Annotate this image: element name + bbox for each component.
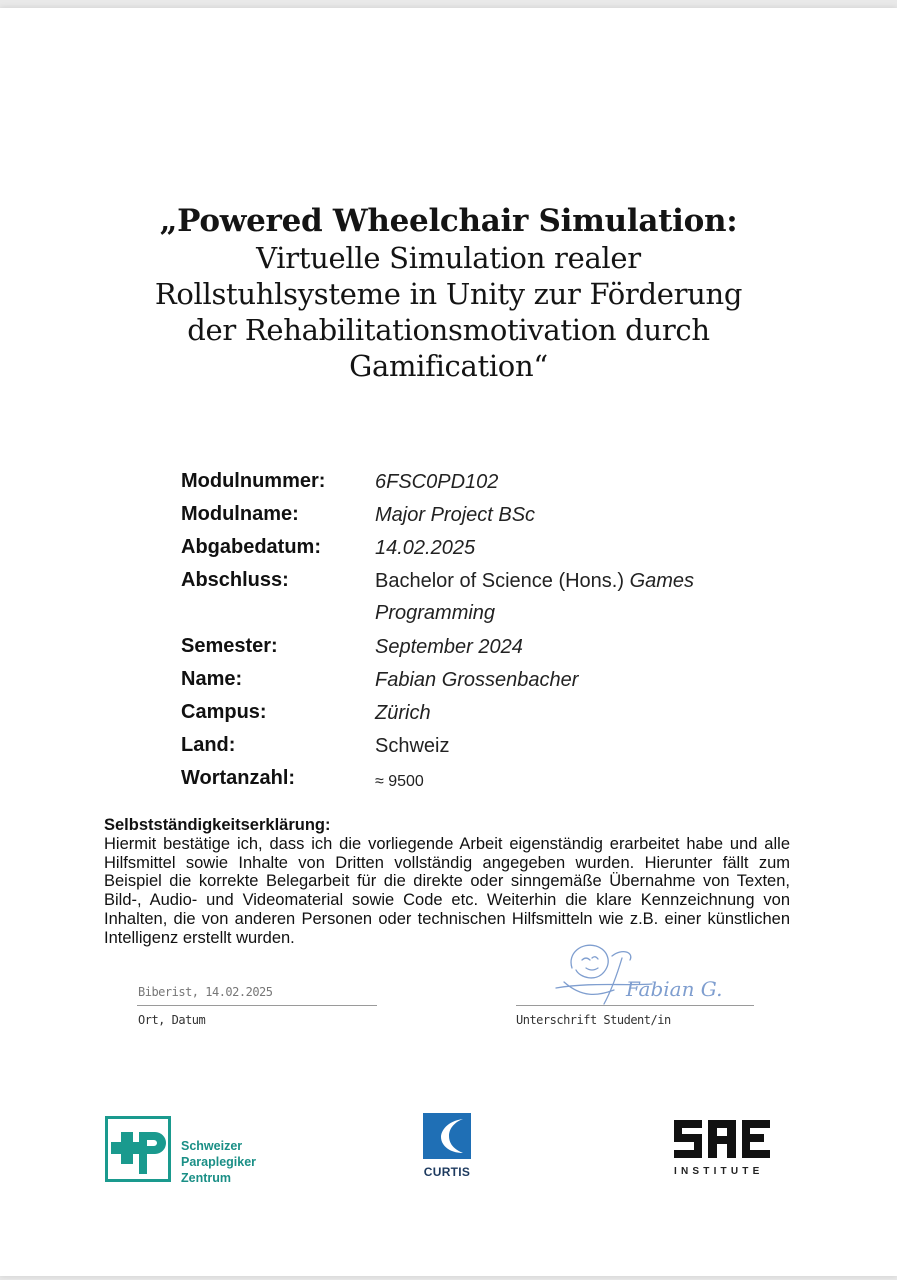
- spz-logo: [105, 1116, 295, 1185]
- info-value: Zürich: [375, 702, 431, 724]
- title-line-3: Rollstuhlsysteme in Unity zur Förderung: [154, 277, 743, 311]
- info-value: 14.02.2025: [375, 537, 476, 559]
- module-info-table: [181, 466, 781, 796]
- info-value: Fabian Grossenbacher: [375, 669, 579, 691]
- spz-line-1: Schweizer: [181, 1139, 243, 1153]
- curtis-logo: [422, 1113, 472, 1183]
- curtis-mark-icon: [423, 1113, 471, 1159]
- title-line-4: der Rehabilitationsmotivation durch: [187, 313, 710, 347]
- sae-mark-icon: [672, 1116, 772, 1162]
- info-label: Modulnummer:: [181, 470, 326, 492]
- info-label: Wortanzahl:: [181, 767, 296, 789]
- signature-label: Unterschrift Student/in: [516, 1013, 671, 1027]
- declaration-text: Hiermit bestätige ich, dass ich die vorliegende Arbeit eigenständig erarbeitet habe und alle Hilfsmittel sowie Inhalte von Dritten vollständig angegeben wurden. Hierunter fällt zum Beispiel die korrekte Belegarbeit für die direkte oder sinngemäße Übernahme von Texten, Bild-, Audio- und Videomaterial sowie Code etc. Weiterhin die klare Kennzeichnung von Inhalten, die von anderen Personen oder technischen Hilfsmitteln wie z.B. einer künstlichen Intelligenz erstellt wurden.: [104, 834, 790, 947]
- info-label: Land:: [181, 734, 236, 756]
- spz-line-3: Zentrum: [181, 1171, 231, 1185]
- info-value: September 2024: [375, 636, 523, 658]
- info-row-abgabedatum: [181, 532, 781, 565]
- info-value: ≈ 9500: [375, 773, 424, 790]
- sae-logo-subtitle: INSTITUTE: [674, 1166, 764, 1177]
- place-date-line: [137, 1005, 377, 1006]
- info-row-name: [181, 664, 781, 697]
- document-title: [60, 202, 837, 384]
- info-row-semester: [181, 631, 781, 664]
- spz-line-2: Paraplegiker: [181, 1155, 257, 1169]
- title-line-5: Gamification“: [349, 349, 548, 383]
- info-label: Name:: [181, 668, 243, 690]
- spz-cross-icon: [105, 1116, 171, 1182]
- info-label: Abgabedatum:: [181, 536, 321, 558]
- info-label: Campus:: [181, 701, 267, 723]
- curtis-logo-text: CURTIS: [423, 1165, 471, 1179]
- title-line-1: „Powered Wheelchair Simulation:: [159, 203, 738, 239]
- info-row-abschluss: [181, 565, 781, 631]
- info-value: [375, 565, 735, 629]
- declaration-block: [104, 816, 790, 948]
- info-label: Semester:: [181, 635, 278, 657]
- info-value-plain: Bachelor of Science (Hons.): [375, 570, 625, 592]
- info-label: Abschluss:: [181, 569, 289, 591]
- declaration-heading: Selbstständigkeitserklärung:: [104, 816, 331, 834]
- signature-text: Fabian G.: [626, 977, 723, 1001]
- info-value: 6FSC0PD102: [375, 471, 499, 493]
- info-value-italic: Games Programming: [375, 570, 695, 624]
- info-row-wortanzahl: [181, 763, 781, 796]
- title-line-2: Virtuelle Simulation realer: [256, 241, 641, 275]
- info-value: Major Project BSc: [375, 504, 536, 526]
- spz-logo-text: [181, 1138, 256, 1186]
- info-label: Modulname:: [181, 503, 299, 525]
- sae-logo: [672, 1116, 776, 1182]
- info-row-modulname: [181, 499, 781, 532]
- info-row-campus: [181, 697, 781, 730]
- info-row-land: [181, 730, 781, 763]
- place-date-value: Biberist, 14.02.2025: [138, 985, 273, 999]
- info-row-modulnummer: [181, 466, 781, 499]
- handwritten-signature: [552, 938, 723, 1010]
- place-date-label: Ort, Datum: [138, 1013, 206, 1027]
- info-value: Schweiz: [375, 735, 450, 757]
